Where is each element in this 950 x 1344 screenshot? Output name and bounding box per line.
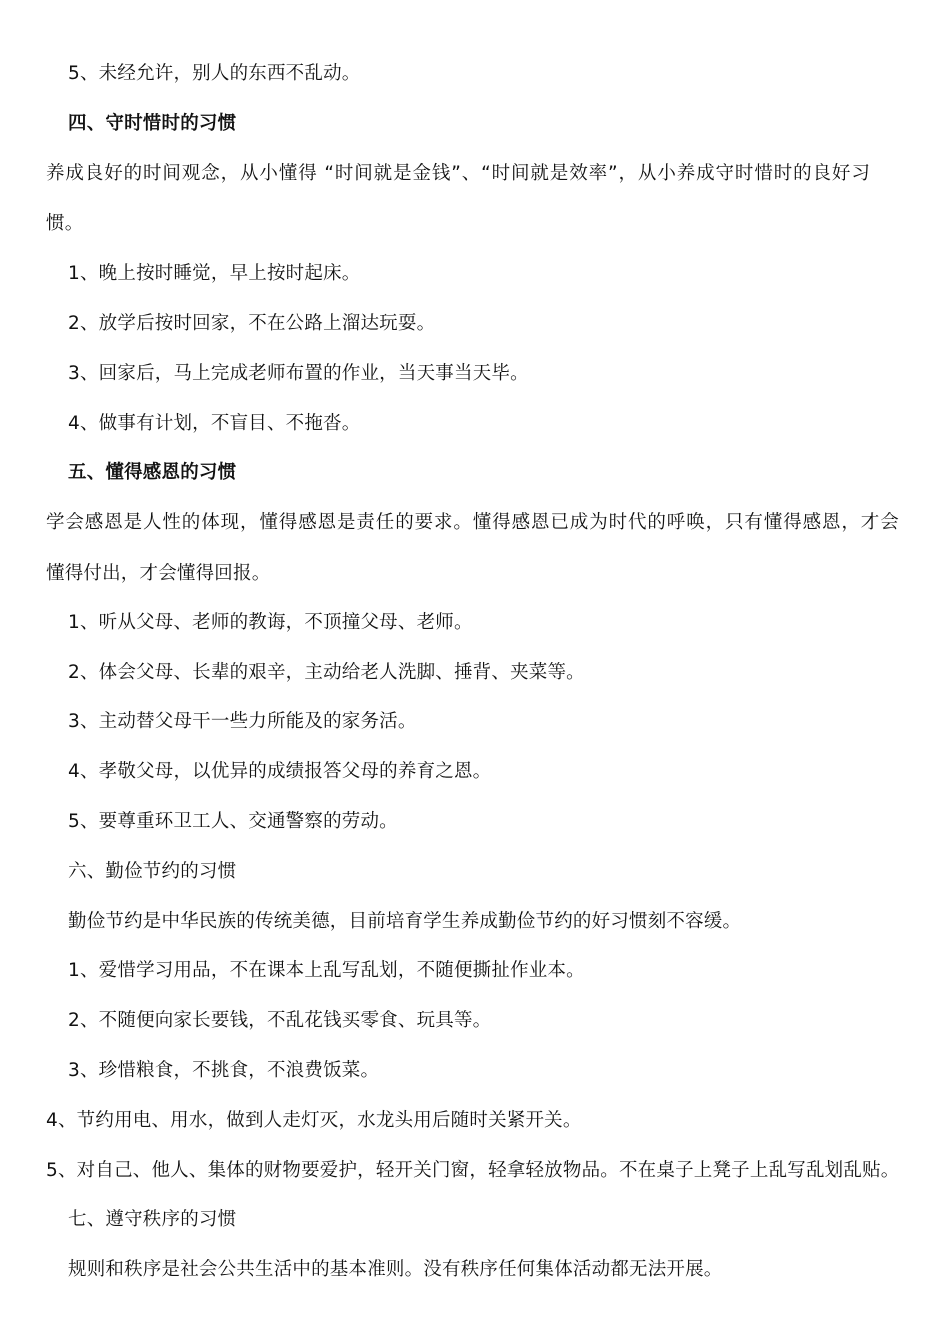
section-heading: 五、懂得感恩的习惯 [68,462,237,483]
paragraph: 学会感恩是人性的体现，懂得感恩是责任的要求。懂得感恩已成为时代的呼唤，只有懂得感恩，才会 [46,512,900,533]
section-heading: 七、遵守秩序的习惯 [68,1209,237,1230]
section-heading: 四、守时惜时的习惯 [68,113,237,134]
paragraph-continuation: 惯。 [46,213,84,234]
paragraph: 养成良好的时间观念，从小懂得 “时间就是金钱”、“时间就是效率”，从小养成守时惜时的良好习 [46,163,871,184]
list-item: 4、孝敬父母，以优异的成绩报答父母的养育之恩。 [68,761,492,782]
list-item: 1、晚上按时睡觉，早上按时起床。 [68,263,361,284]
paragraph: 规则和秩序是社会公共生活中的基本准则。没有秩序任何集体活动都无法开展。 [68,1259,723,1280]
paragraph: 勤俭节约是中华民族的传统美德，目前培育学生养成勤俭节约的好习惯刻不容缓。 [68,911,742,932]
list-item: 2、放学后按时回家，不在公路上溜达玩耍。 [68,313,436,334]
list-item: 1、爱惜学习用品，不在课本上乱写乱划，不随便撕扯作业本。 [68,960,585,981]
list-item: 4、节约用电、用水，做到人走灯灭，水龙头用后随时关紧开关。 [46,1110,582,1131]
list-item: 2、体会父母、长辈的艰辛，主动给老人洗脚、捶背、夹菜等。 [68,662,585,683]
list-item: 3、回家后，马上完成老师布置的作业，当天事当天毕。 [68,363,529,384]
paragraph-continuation: 懂得付出，才会懂得回报。 [46,563,271,584]
list-item: 4、做事有计划，不盲目、不拖沓。 [68,413,361,434]
list-item: 5、对自己、他人、集体的财物要爱护，轻开关门窗，轻拿轻放物品。不在桌子上凳子上乱写乱划乱贴。 [46,1160,900,1181]
list-item: 5、未经允许，别人的东西不乱动。 [68,63,361,84]
list-item: 2、不随便向家长要钱，不乱花钱买零食、玩具等。 [68,1010,492,1031]
list-item: 5、要尊重环卫工人、交通警察的劳动。 [68,811,398,832]
list-item: 3、主动替父母干一些力所能及的家务活。 [68,711,417,732]
section-heading: 六、勤俭节约的习惯 [68,861,237,882]
list-item: 1、听从父母、老师的教诲，不顶撞父母、老师。 [68,612,473,633]
list-item: 3、珍惜粮食，不挑食，不浪费饭菜。 [68,1060,380,1081]
